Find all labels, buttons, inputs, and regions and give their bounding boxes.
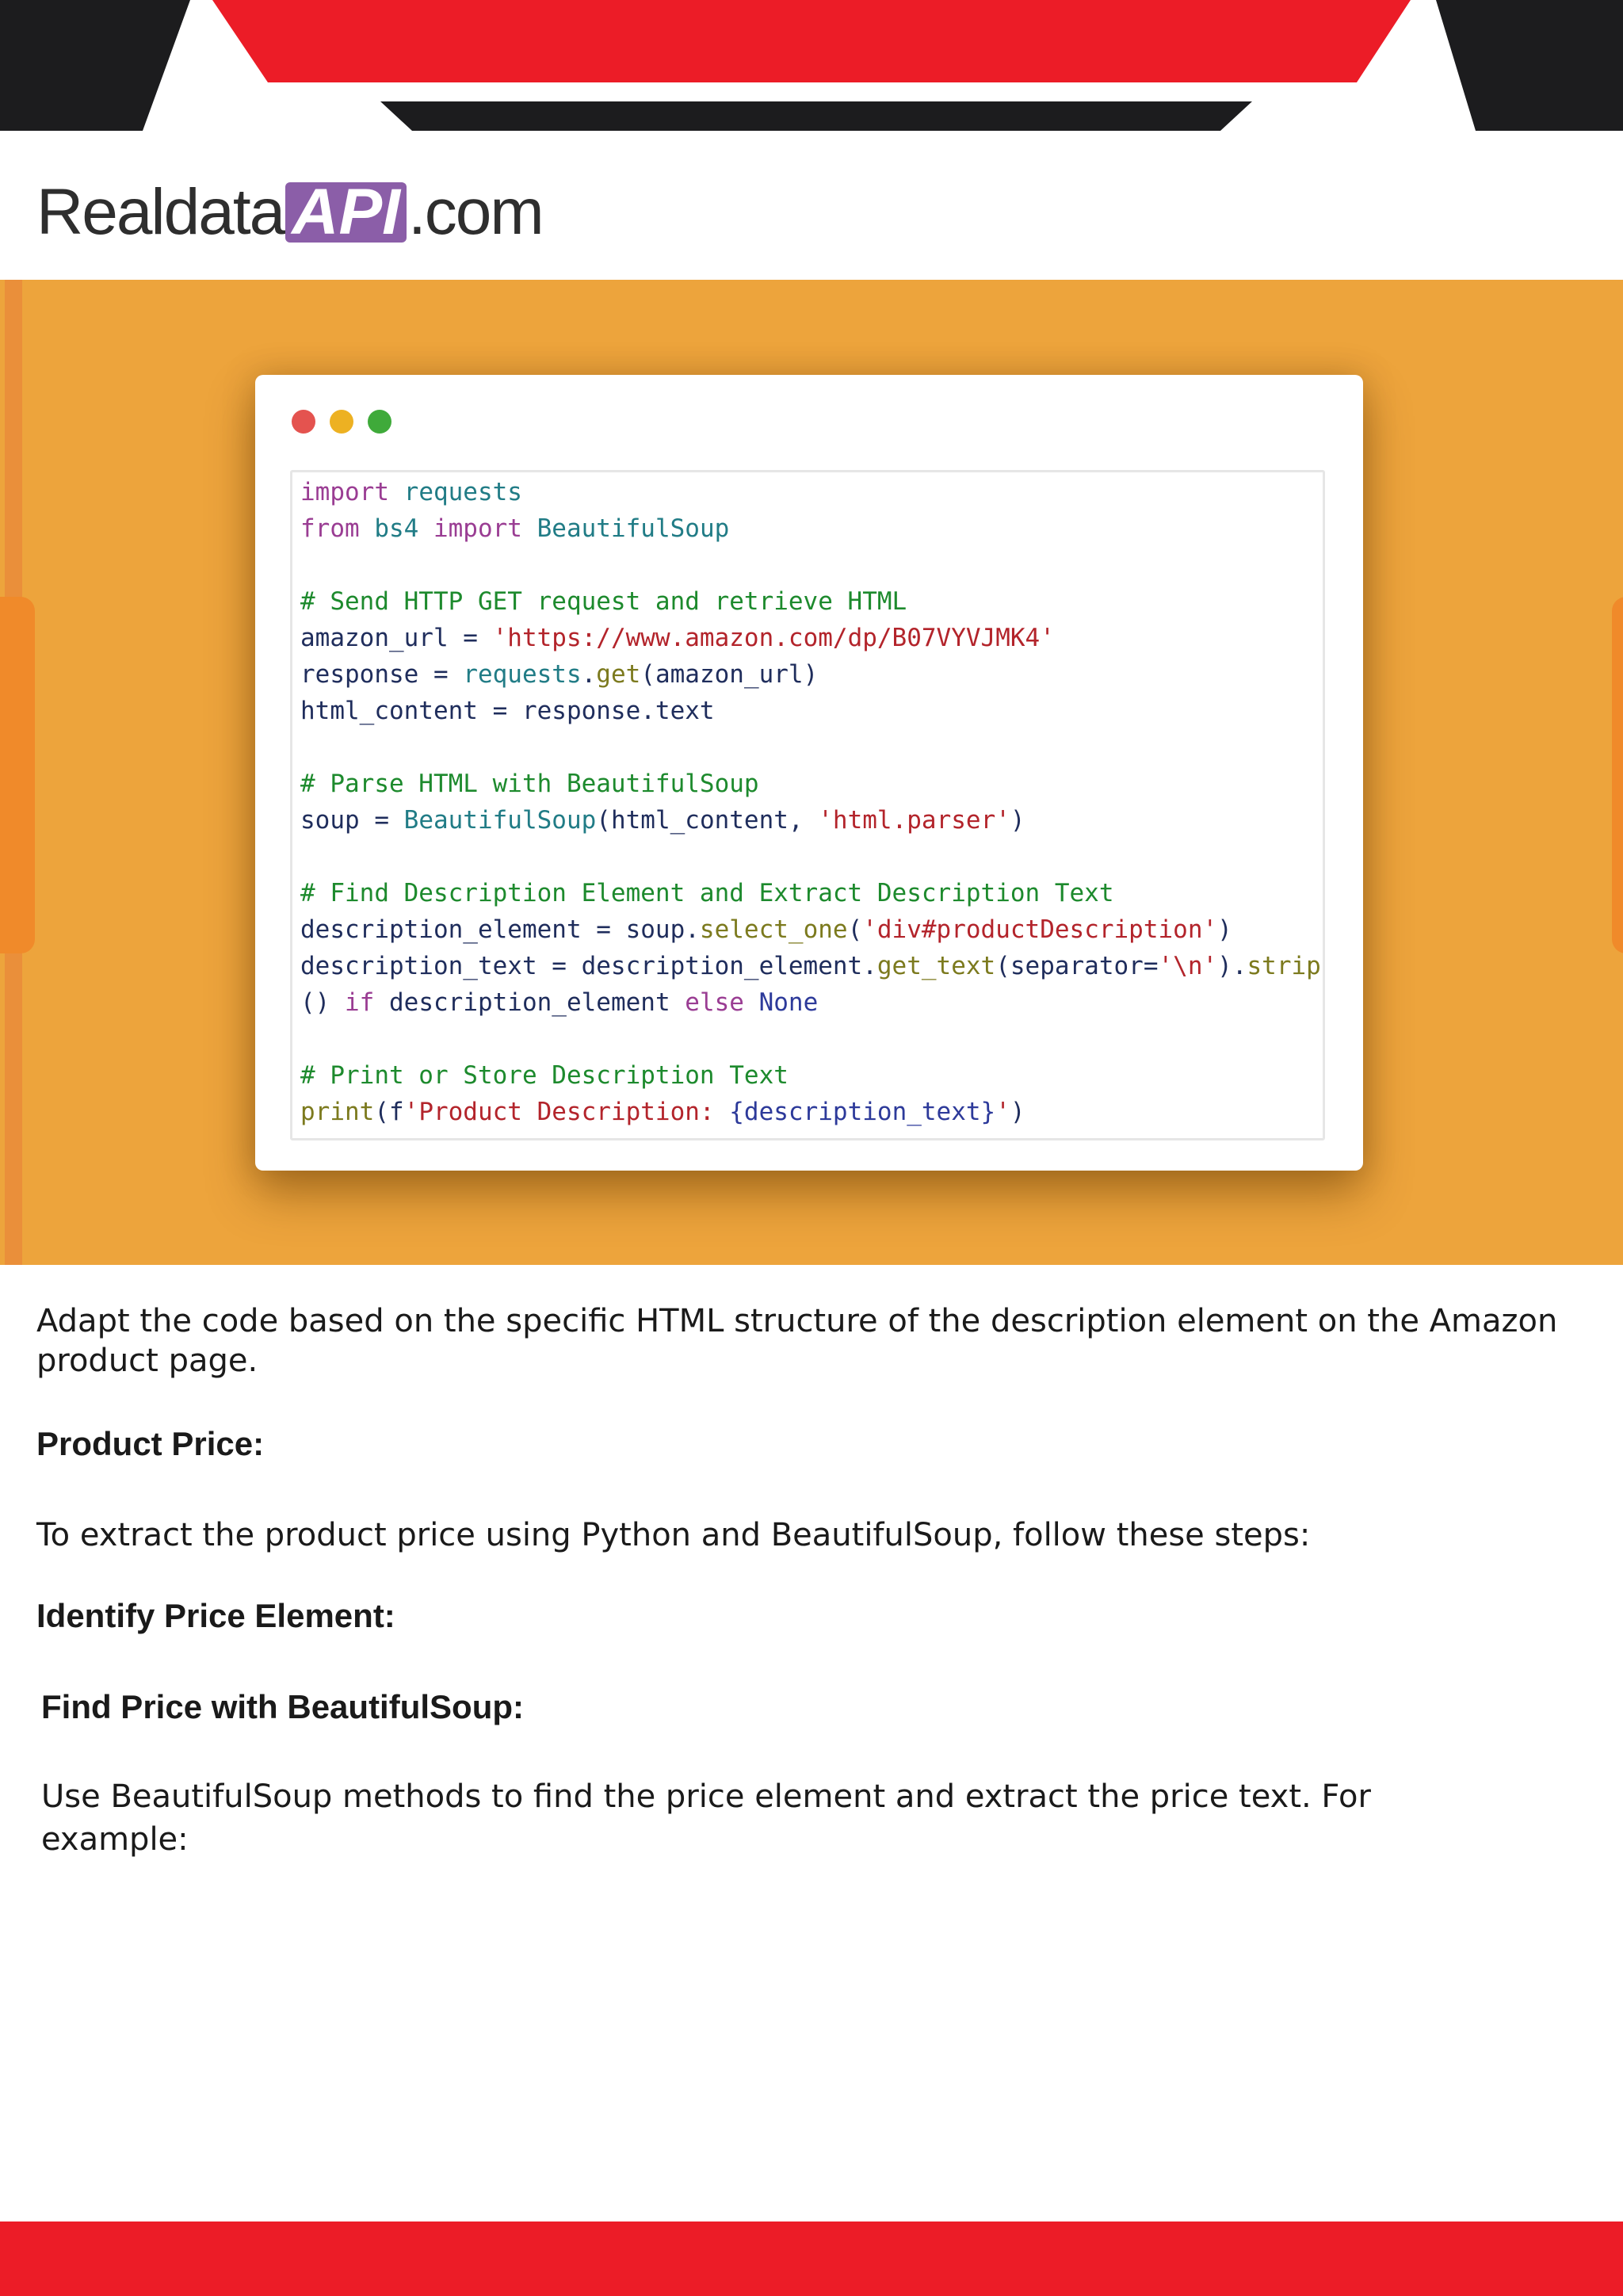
logo-text-prefix: Realdata: [36, 176, 285, 248]
code-token: 'Product Description:: [403, 1098, 730, 1126]
window-maximize-dot-icon: [368, 410, 391, 434]
code-token: (): [300, 988, 345, 1017]
code-token: BeautifulSoup: [403, 806, 597, 835]
logo-text-suffix: .com: [407, 176, 543, 248]
code-line: [300, 474, 522, 510]
code-line: [300, 984, 818, 1021]
code-token: get_text: [876, 952, 996, 980]
heading-identify-price-element: Identify Price Element:: [36, 1597, 395, 1634]
code-line: [300, 656, 818, 693]
heading-product-price: Product Price:: [36, 1425, 265, 1462]
code-token: # Find Description Element and Extract Description Text: [300, 879, 1114, 907]
code-token: # Send HTTP GET request and retrieve HTML: [300, 587, 907, 616]
window-close-dot-icon: [292, 410, 315, 434]
logo-text-api: API: [285, 182, 407, 243]
code-token: (separator=: [995, 952, 1159, 980]
code-line: [300, 583, 907, 620]
code-line: [300, 510, 729, 547]
code-token: else: [685, 988, 759, 1017]
code-line: [300, 693, 715, 729]
hero-banner: [0, 280, 1623, 1265]
header-banner: [0, 0, 1623, 131]
paragraph-adapt-code: Adapt the code based on the specific HTML structure of the description element on the Amazon product page.: [36, 1303, 1558, 1379]
code-token: {description_text}: [729, 1098, 996, 1126]
code-token: ).: [1217, 952, 1247, 980]
hero-right-tab: [1612, 597, 1623, 953]
code-token: print: [300, 1098, 375, 1126]
code-token: .: [581, 660, 597, 689]
window-minimize-dot-icon: [330, 410, 353, 434]
paragraph-use-beautifulsoup: Use BeautifulSoup methods to find the price element and extract the price text. For example:: [41, 1778, 1371, 1858]
code-token: amazon_url =: [300, 624, 493, 652]
code-token: '\n': [1158, 952, 1218, 980]
code-token: html_content = response.text: [300, 697, 715, 725]
code-line: [300, 875, 1114, 911]
code-token: response =: [300, 660, 464, 689]
code-token: bs4: [374, 514, 433, 543]
paragraph-extract-price: To extract the product price using Python and BeautifulSoup, follow these steps:: [36, 1517, 1311, 1553]
code-line: [300, 802, 1025, 839]
code-token: None: [758, 988, 819, 1017]
code-token: ): [1217, 915, 1232, 944]
code-token: from: [300, 514, 375, 543]
code-token: ): [1010, 806, 1025, 835]
code-line: [300, 948, 1321, 984]
code-line: [300, 620, 1055, 656]
code-token: ): [1010, 1098, 1025, 1126]
code-token: get: [596, 660, 641, 689]
code-token: (html_content,: [596, 806, 819, 835]
header-red-plate: [212, 0, 1411, 82]
code-token: # Parse HTML with BeautifulSoup: [300, 770, 759, 798]
code-token: ': [995, 1098, 1010, 1126]
code-token: if: [345, 988, 389, 1017]
code-line: [300, 766, 759, 802]
code-line: [300, 1057, 789, 1094]
code-token: # Print or Store Description Text: [300, 1061, 789, 1090]
code-token: requests: [463, 660, 582, 689]
footer-bar: [0, 2222, 1623, 2296]
code-token: (f: [374, 1098, 404, 1126]
code-token: description_text = description_element.: [300, 952, 877, 980]
code-token: description_element: [389, 988, 685, 1017]
brand-logo: [36, 173, 543, 252]
code-token: (amazon_url): [640, 660, 819, 689]
code-token: 'html.parser': [818, 806, 1010, 835]
code-token: soup =: [300, 806, 404, 835]
code-token: 'div#productDescription': [862, 915, 1218, 944]
code-window: [255, 375, 1363, 1171]
hero-left-tab: [0, 597, 35, 953]
code-block: [290, 470, 1325, 1140]
code-token: 'https://www.amazon.com/dp/B07VYVJMK4': [492, 624, 1055, 652]
code-token: strip: [1247, 952, 1321, 980]
code-token: BeautifulSoup: [537, 514, 730, 543]
heading-find-price: Find Price with BeautifulSoup:: [41, 1688, 524, 1725]
code-token: (: [847, 915, 863, 944]
code-line: [300, 1094, 1025, 1130]
code-token: select_one: [699, 915, 848, 944]
code-line: [300, 911, 1232, 948]
code-token: description_element = soup.: [300, 915, 700, 944]
code-token: import: [433, 514, 537, 543]
code-token: requests: [403, 478, 522, 506]
code-token: import: [300, 478, 404, 506]
